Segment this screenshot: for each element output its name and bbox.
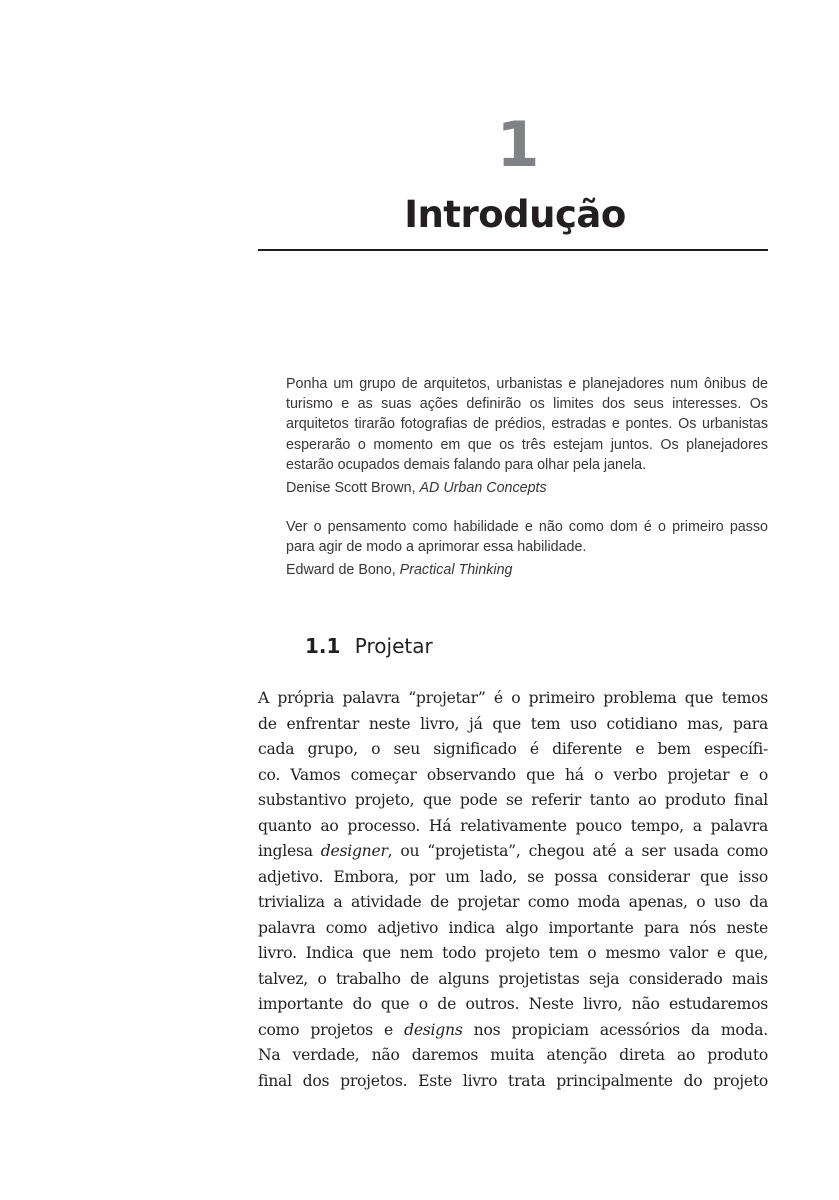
epigraph-quote: Ver o pensamento como habilidade e não como dom é o primeiro passo para agir de modo a aprimorar essa habilidade. [286, 519, 768, 556]
chapter-number: 1 [496, 108, 538, 181]
body-text-line [258, 763, 768, 789]
epigraph-attribution [286, 560, 768, 580]
body-text-segment: importante do que o de outros. Neste livro, não estudaremos [258, 995, 768, 1013]
body-paragraph [258, 686, 768, 1094]
body-text-segment: co. Vamos começar observando que há o verbo projetar e o [258, 765, 768, 784]
epigraph [286, 374, 768, 498]
body-text-segment: adjetivo. Embora, por um lado, se possa considerar que isso [258, 867, 768, 886]
body-text-segment: talvez, o trabalho de alguns projetistas seja considerado mais [258, 969, 768, 988]
body-text-segment: de enfrentar neste livro, já que tem uso cotidiano mas, para [258, 714, 768, 733]
body-text-segment: como projetos e [258, 1020, 405, 1039]
body-text-line [258, 1043, 768, 1069]
chapter-title-rule [258, 249, 768, 251]
body-text-segment: inglesa [258, 842, 321, 860]
body-text-segment: final dos projetos. Este livro trata principalmente do projeto [258, 1071, 768, 1090]
body-text-segment: palavra como adjetivo indica algo importante para nós neste [258, 918, 768, 937]
body-text-line [258, 788, 768, 814]
body-text-segment: nos propiciam acessórios da moda. [462, 1020, 768, 1039]
section-number: 1.1 [305, 634, 341, 658]
chapter-title: Introdução [404, 193, 626, 236]
body-text-line [258, 712, 768, 738]
epigraph-author: Edward de Bono, [286, 562, 396, 579]
body-text-line [258, 1018, 768, 1044]
body-text-emphasis: designer [320, 842, 388, 860]
body-text-line [258, 890, 768, 916]
epigraph-attribution [286, 478, 768, 498]
body-text-line [258, 1069, 768, 1095]
epigraph-author: Denise Scott Brown, [286, 480, 416, 497]
body-text-segment: Na verdade, não daremos muita atenção direta ao produto [258, 1046, 768, 1064]
body-text-line [258, 737, 768, 763]
body-text-line [258, 967, 768, 993]
body-text-segment: A própria palavra “projetar” é o primeiro problema que temos [258, 689, 768, 707]
epigraph [286, 517, 768, 581]
body-text-segment: quanto ao processo. Há relativamente pouco tempo, a palavra [258, 816, 768, 835]
epigraph-source: AD Urban Concepts [419, 480, 547, 497]
body-text-line [258, 814, 768, 840]
body-text-segment: livro. Indica que nem todo projeto tem o mesmo valor e que, [258, 944, 768, 962]
section-heading [305, 632, 433, 660]
body-text-emphasis: designs [404, 1020, 463, 1039]
body-text-line [258, 941, 768, 967]
body-text-segment: trivializa a atividade de projetar como moda apenas, o uso da [258, 893, 768, 911]
body-text-segment: substantivo projeto, que pode se referir tanto ao produto final [258, 791, 768, 809]
epigraph-source: Practical Thinking [399, 562, 513, 579]
body-text-line [258, 686, 768, 712]
body-text-line [258, 992, 768, 1018]
body-text-line [258, 916, 768, 942]
body-text-line [258, 865, 768, 891]
epigraph-quote: Ponha um grupo de arquitetos, urbanistas e planejadores num ônibus de turismo e as suas ações definirão os limites dos seus interesses. Os arquitetos tirarão fotografias de prédios, estradas e pontes. Os urbanistas esperarão o momento em que os três estejam juntos. Os planejadores estarão ocupados demais falando para olhar pela janela. [286, 376, 768, 473]
body-text-segment: cada grupo, o seu significado é diferente e bem específi- [258, 740, 768, 758]
body-text-line [258, 839, 768, 865]
section-title: Projetar [354, 634, 433, 658]
body-text-segment: , ou “projetista”, chegou até a ser usada como [387, 842, 769, 860]
